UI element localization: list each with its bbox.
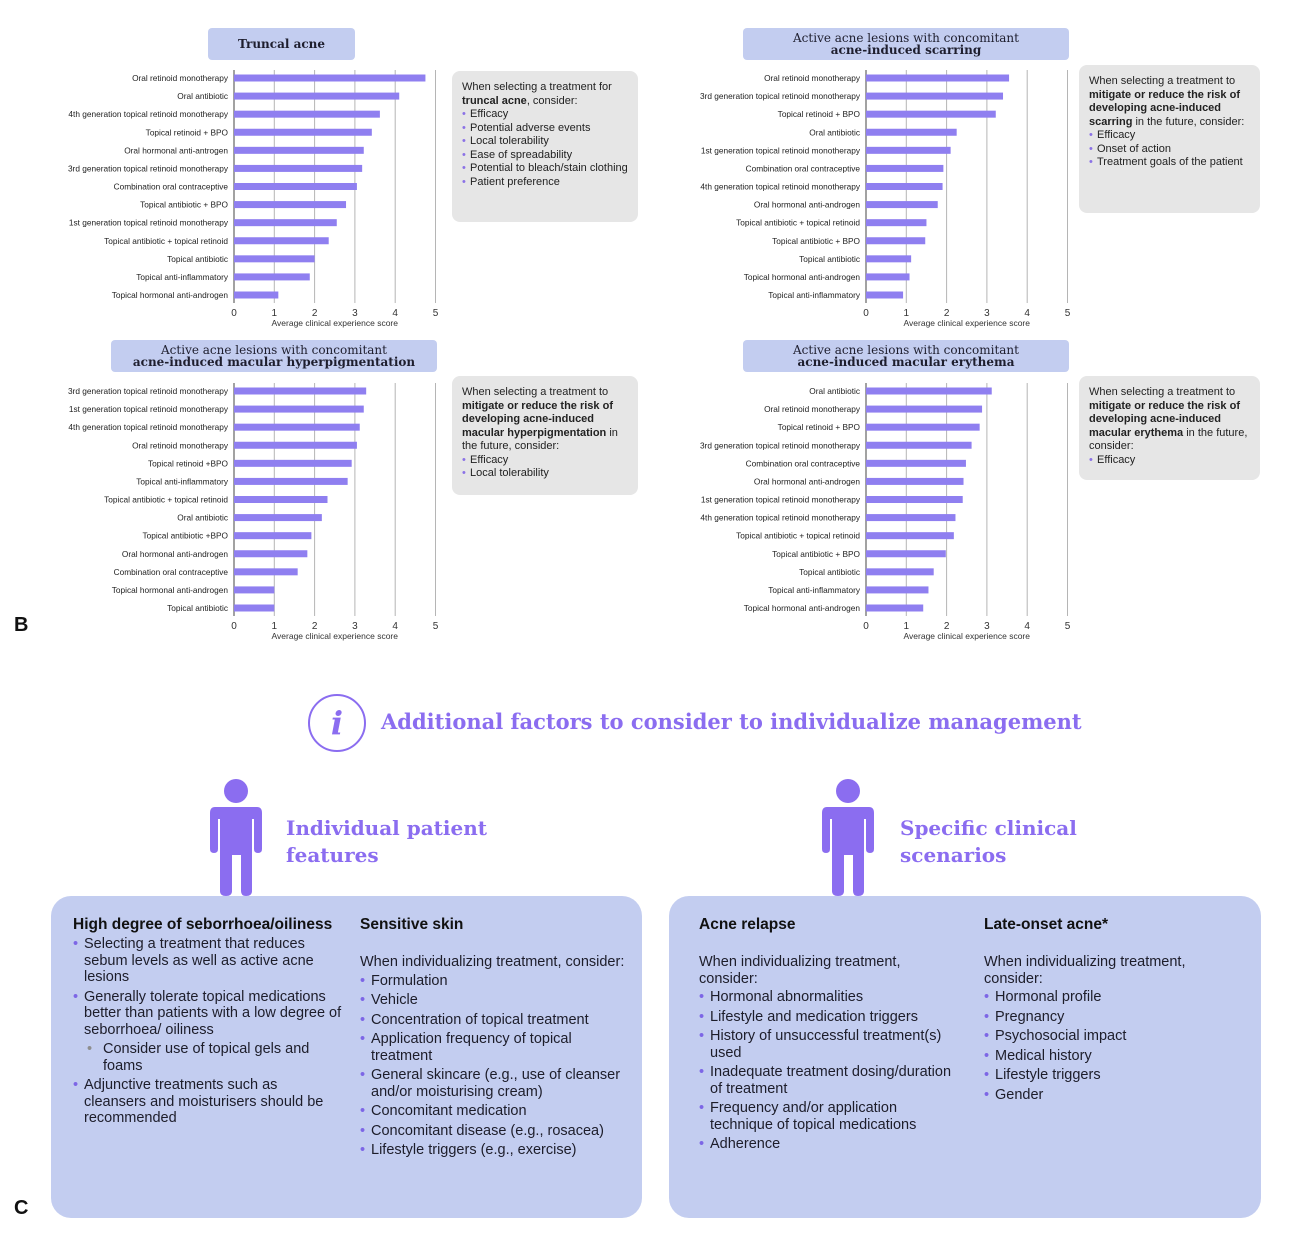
bar: [234, 442, 357, 449]
x-tick-label: 3: [984, 308, 990, 319]
chart-subtitle-text: acne-induced scarring: [830, 43, 982, 57]
chart-subtitle-text: acne-induced macular erythema: [797, 355, 1015, 369]
category-label: 4th generation topical retinoid monotherapy: [68, 109, 228, 120]
x-tick-label: 0: [231, 621, 237, 632]
x-tick-label: 4: [392, 308, 398, 319]
note-item: • Efficacy: [1089, 454, 1250, 468]
x-axis-label: Average clinical experience score: [903, 318, 1030, 328]
column-item: • Medical history: [984, 1048, 1246, 1065]
bar: [234, 292, 278, 299]
column-item: • Frequency and/or application technique of topical medications: [699, 1100, 961, 1133]
category-label: Topical anti-inflammatory: [768, 290, 860, 300]
bar: [234, 406, 364, 413]
bar: [234, 424, 360, 431]
category-label: Combination oral contraceptive: [745, 163, 860, 174]
x-tick-label: 1: [903, 621, 910, 632]
section-head-line: Individual patient: [286, 816, 488, 840]
x-tick-label: 1: [903, 308, 910, 319]
note-item: • Potential adverse events: [462, 122, 628, 136]
column-seborrhoea: [73, 916, 343, 1130]
x-tick-label: 1: [271, 308, 278, 319]
chart-3: [700, 383, 1071, 641]
x-tick-label: 5: [1064, 308, 1071, 319]
chart-0: [68, 70, 439, 328]
bar: [234, 460, 352, 467]
x-tick-label: 5: [1064, 621, 1071, 632]
column-item: • Application frequency of topical treatment: [360, 1031, 632, 1064]
column-intro: When individualizing treatment, consider:: [699, 954, 901, 987]
note-item: • Ease of spreadability: [462, 149, 628, 163]
bar: [866, 442, 972, 449]
section-head-line: scenarios: [900, 843, 1007, 867]
column-item: • Concomitant medication: [360, 1103, 632, 1120]
note-scarring: [1079, 65, 1260, 213]
x-tick-label: 2: [311, 308, 318, 319]
chart-title-text: Truncal acne: [237, 37, 326, 51]
note-intro-text: When selecting a treatment to: [1089, 75, 1236, 87]
bar: [234, 147, 364, 154]
note-intro-text: When selecting a treatment to: [462, 386, 609, 398]
bar: [234, 388, 366, 395]
category-label: Topical retinoid +BPO: [147, 458, 228, 469]
chart-title-text: Active acne lesions with concomitant: [161, 343, 387, 357]
category-label: Topical antibiotic + topical retinoid: [736, 217, 860, 228]
category-label: Topical antibiotic: [167, 603, 228, 613]
column-intro: When individualizing treatment, consider:: [984, 954, 1186, 987]
category-label: Topical retinoid + BPO: [145, 127, 228, 138]
note-item: • Treatment goals of the patient: [1089, 156, 1250, 170]
x-tick-label: 3: [352, 621, 358, 632]
category-label: Topical antibiotic + BPO: [772, 548, 860, 559]
category-label: Oral hormonal anti-androgen: [753, 199, 860, 210]
bar: [234, 111, 380, 118]
bar: [234, 255, 315, 262]
category-label: Topical hormonal anti-androgen: [743, 271, 860, 282]
note-item: • Local tolerability: [462, 135, 628, 149]
bar: [866, 532, 954, 539]
category-label: Oral retinoid monotherapy: [132, 440, 228, 451]
chart-subtitle-text: acne-induced macular hyperpigmentation: [132, 355, 416, 369]
bar: [866, 514, 955, 521]
bar: [866, 605, 923, 612]
bar: [866, 93, 1003, 100]
chart-1: [700, 70, 1071, 328]
section-head-scenarios: [900, 815, 1077, 869]
bar: [234, 586, 274, 593]
bar: [866, 201, 938, 208]
column-item: • Gender: [984, 1087, 1246, 1104]
bar: [234, 605, 274, 612]
column-sensitive-skin: [360, 916, 632, 1162]
column-intro: When individualizing treatment, consider:: [360, 954, 625, 970]
column-item: • Lifestyle and medication triggers: [699, 1009, 961, 1026]
x-axis-label: Average clinical experience score: [271, 631, 398, 641]
bar: [234, 532, 311, 539]
x-tick-label: 1: [271, 621, 278, 632]
note-item: • Efficacy: [1089, 129, 1250, 143]
chart-title-text: Active acne lesions with concomitant: [793, 343, 1019, 357]
person-icon: [818, 779, 878, 897]
column-item: • Selecting a treatment that reduces sebum levels as well as active acne lesions: [73, 936, 343, 986]
bar: [234, 129, 372, 136]
bar: [866, 292, 903, 299]
info-icon: [308, 694, 366, 752]
section-head-individual: [286, 815, 487, 869]
category-label: Topical hormonal anti-androgen: [111, 584, 228, 595]
column-item: • Lifestyle triggers: [984, 1067, 1246, 1084]
column-item: • Adjunctive treatments such as cleansers and moisturisers should be recommended: [73, 1077, 343, 1127]
category-label: Oral retinoid monotherapy: [764, 73, 860, 83]
category-label: 1st generation topical retinoid monotherapy: [700, 145, 860, 156]
category-label: Topical antibiotic: [167, 253, 228, 264]
bar: [866, 111, 996, 118]
category-label: 4th generation topical retinoid monotherapy: [68, 422, 228, 433]
category-label: Combination oral contraceptive: [745, 458, 860, 469]
bar: [866, 424, 980, 431]
category-label: Topical antibiotic + BPO: [140, 199, 228, 210]
column-acne-relapse: [699, 916, 961, 1156]
section-head-line: Specific clinical: [900, 816, 1077, 840]
note-intro: [462, 386, 628, 454]
chart-2: [68, 383, 439, 641]
column-item: • Formulation: [360, 973, 632, 990]
category-label: Oral hormonal anti-androgen: [121, 548, 228, 559]
column-item: • Inadequate treatment dosing/duration of treatment: [699, 1064, 961, 1097]
category-label: Topical anti-inflammatory: [768, 584, 860, 595]
column-late-onset: [984, 916, 1246, 1106]
bar: [866, 568, 934, 575]
category-label: Oral antibiotic: [177, 91, 228, 102]
x-axis-label: Average clinical experience score: [271, 318, 398, 328]
bar: [866, 147, 951, 154]
bar: [234, 237, 329, 244]
chart-title-text: Active acne lesions with concomitant: [793, 31, 1019, 45]
column-item: • Pregnancy: [984, 1009, 1246, 1026]
bar: [234, 273, 310, 280]
x-tick-label: 2: [943, 308, 950, 319]
category-label: Topical antibiotic +BPO: [142, 530, 228, 541]
bar: [234, 93, 399, 100]
note-item: • Potential to bleach/stain clothing: [462, 162, 628, 176]
bar: [866, 75, 1009, 82]
bar: [866, 460, 966, 467]
note-intro-text: When selecting a treatment to: [1089, 386, 1236, 398]
category-label: Topical antibiotic + topical retinoid: [104, 235, 228, 246]
column-title: Acne relapse: [699, 916, 796, 933]
bar: [866, 586, 928, 593]
note-erythema: [1079, 376, 1260, 480]
column-item: • General skincare (e.g., use of cleanser and/or moisturising cream): [360, 1067, 632, 1100]
category-label: Topical antibiotic + topical retinoid: [104, 494, 228, 505]
note-emphasis: truncal acne: [462, 94, 527, 107]
category-label: Oral hormonal anti-androgen: [753, 476, 860, 487]
category-label: Topical hormonal anti-androgen: [111, 290, 228, 300]
x-tick-label: 4: [392, 621, 398, 632]
note-intro-text: in the future, consider:: [1132, 115, 1245, 128]
bar: [866, 165, 943, 172]
note-item: • Efficacy: [462, 454, 628, 468]
bar: [866, 219, 926, 226]
x-tick-label: 0: [863, 621, 869, 632]
category-label: 3rd generation topical retinoid monotherapy: [67, 163, 228, 174]
x-tick-label: 4: [1024, 621, 1030, 632]
bar: [234, 550, 307, 557]
note-truncal: [452, 71, 638, 222]
x-tick-label: 3: [984, 621, 990, 632]
factors-title: Additional factors to consider to individualize management: [381, 709, 1082, 734]
category-label: Topical antibiotic: [799, 253, 860, 264]
category-label: Topical retinoid + BPO: [777, 422, 860, 433]
note-emphasis: mitigate or reduce the risk of developing acne-induced macular erythema: [1089, 399, 1240, 439]
note-intro-text: , consider:: [526, 94, 578, 107]
category-label: Topical retinoid + BPO: [777, 109, 860, 120]
x-tick-label: 4: [1024, 308, 1030, 319]
bar: [234, 75, 425, 82]
x-tick-label: 2: [311, 621, 318, 632]
bar: [234, 496, 327, 503]
category-label: Topical anti-inflammatory: [136, 476, 228, 487]
bar: [866, 255, 911, 262]
category-label: Oral antibiotic: [809, 386, 860, 396]
bar: [866, 550, 946, 557]
category-label: 3rd generation topical retinoid monotherapy: [699, 440, 860, 451]
note-intro: [1089, 386, 1250, 454]
info-icon-letter: i: [330, 704, 344, 742]
note-item: • Onset of action: [1089, 143, 1250, 157]
bar: [866, 388, 992, 395]
x-tick-label: 0: [231, 308, 237, 319]
x-tick-label: 3: [352, 308, 358, 319]
category-label: 1st generation topical retinoid monotherapy: [68, 404, 228, 415]
category-label: Oral antibiotic: [809, 127, 860, 138]
column-item: • Hormonal profile: [984, 989, 1246, 1006]
note-item: • Local tolerability: [462, 467, 628, 481]
category-label: Oral hormonal anti-antrogen: [124, 145, 228, 156]
bar: [234, 514, 322, 521]
panel-label-c: C: [14, 1197, 29, 1219]
x-tick-label: 5: [432, 308, 439, 319]
note-intro-text: in the future, consider:: [1089, 426, 1248, 452]
note-intro: [462, 81, 628, 108]
category-label: Oral antibiotic: [177, 512, 228, 523]
note-item: • Patient preference: [462, 176, 628, 190]
note-intro-text: in the future, consider:: [462, 426, 618, 452]
column-title: Sensitive skin: [360, 916, 464, 933]
note-intro-text: When selecting a treatment for: [462, 81, 612, 93]
column-item: • Concentration of topical treatment: [360, 1012, 632, 1029]
column-title: High degree of seborrhoea/oiliness: [73, 916, 333, 933]
bar: [866, 496, 963, 503]
column-item: • Concomitant disease (e.g., rosacea): [360, 1123, 632, 1140]
category-label: Topical anti-inflammatory: [136, 271, 228, 282]
x-axis-label: Average clinical experience score: [903, 631, 1030, 641]
category-label: Oral retinoid monotherapy: [132, 73, 228, 83]
bar: [866, 478, 964, 485]
bar: [234, 183, 357, 190]
category-label: Topical antibiotic + BPO: [772, 235, 860, 246]
column-item: • Consider use of topical gels and foams: [73, 1041, 343, 1074]
bar: [866, 406, 982, 413]
column-item: • Vehicle: [360, 992, 632, 1009]
column-item: • Lifestyle triggers (e.g., exercise): [360, 1142, 632, 1159]
bar: [866, 273, 910, 280]
note-emphasis: mitigate or reduce the risk of developing acne-induced macular hyperpigmentation: [462, 399, 613, 439]
person-icon: [206, 779, 266, 897]
category-label: Oral retinoid monotherapy: [764, 404, 860, 415]
column-title: Late-onset acne*: [984, 916, 1109, 933]
category-label: 3rd generation topical retinoid monotherapy: [67, 386, 228, 396]
bar: [234, 568, 298, 575]
category-label: Topical antibiotic: [799, 566, 860, 577]
bar: [866, 237, 925, 244]
note-hyperpigmentation: [452, 376, 638, 495]
note-intro: [1089, 75, 1250, 129]
category-label: 1st generation topical retinoid monotherapy: [700, 494, 860, 505]
column-item: • Psychosocial impact: [984, 1028, 1246, 1045]
category-label: Topical hormonal anti-androgen: [743, 603, 860, 613]
category-label: 3rd generation topical retinoid monotherapy: [699, 91, 860, 102]
column-item: • History of unsuccessful treatment(s) used: [699, 1028, 961, 1061]
category-label: Combination oral contraceptive: [113, 181, 228, 192]
section-head-line: features: [286, 843, 379, 867]
bar: [866, 183, 943, 190]
note-emphasis: mitigate or reduce the risk of developing acne-induced scarring: [1089, 88, 1240, 128]
x-tick-label: 0: [863, 308, 869, 319]
bar: [234, 478, 348, 485]
category-label: Combination oral contraceptive: [113, 566, 228, 577]
category-label: 4th generation topical retinoid monotherapy: [700, 181, 860, 192]
column-item: • Adherence: [699, 1136, 961, 1153]
bar: [234, 201, 346, 208]
column-item: • Hormonal abnormalities: [699, 989, 961, 1006]
column-item: • Generally tolerate topical medications better than patients with a low degree of seborrhoea/ oiliness: [73, 989, 343, 1039]
bar: [234, 219, 337, 226]
x-tick-label: 5: [432, 621, 439, 632]
panel-label-b: B: [14, 614, 29, 636]
note-item: • Efficacy: [462, 108, 628, 122]
bar: [234, 165, 362, 172]
bar: [866, 129, 957, 136]
category-label: 1st generation topical retinoid monotherapy: [68, 217, 228, 228]
category-label: Topical antibiotic + topical retinoid: [736, 530, 860, 541]
category-label: 4th generation topical retinoid monotherapy: [700, 512, 860, 523]
x-tick-label: 2: [943, 621, 950, 632]
